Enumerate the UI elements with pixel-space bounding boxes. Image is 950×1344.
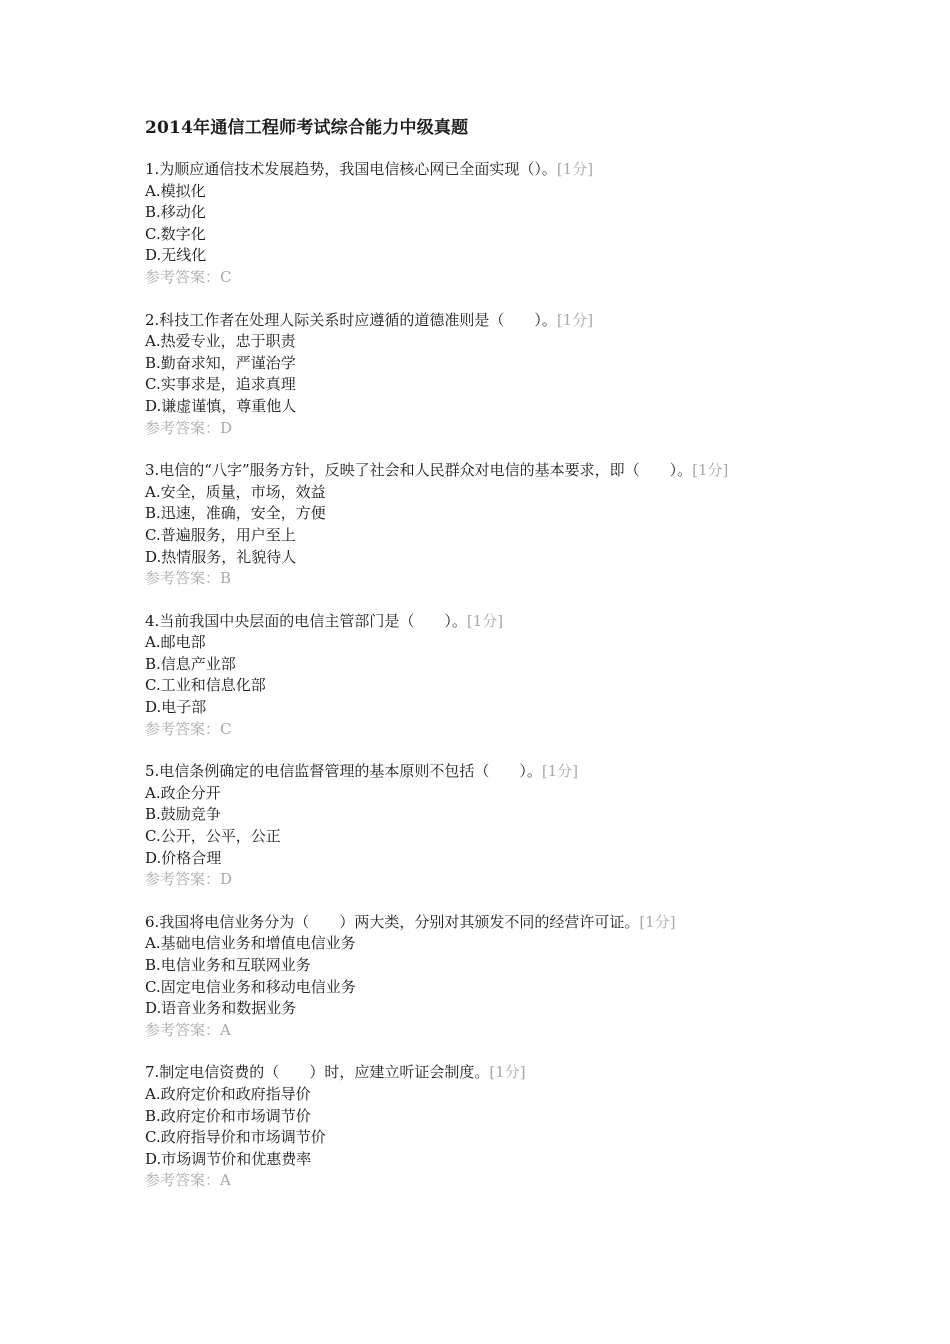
question-stem <box>145 912 805 934</box>
option-d: D.热情服务，礼貌待人 <box>145 547 297 566</box>
question-score: [1分] <box>541 762 579 781</box>
question-score: [1分] <box>639 912 676 931</box>
question-score: [1分] <box>692 461 729 480</box>
option-a: A.政府定价和政府指导价 <box>145 1084 311 1103</box>
question-stem <box>145 761 805 783</box>
option-d: D.电子部 <box>145 698 207 717</box>
option-b: B.政府定价和市场调节价 <box>145 1106 311 1125</box>
reference-answer: 参考答案：C <box>145 267 232 286</box>
option-d: D.语音业务和数据业务 <box>145 999 297 1018</box>
option-a: A.邮电部 <box>145 633 206 652</box>
question-5 <box>145 761 805 891</box>
question-4 <box>145 611 805 741</box>
document-page <box>145 117 805 1213</box>
option-a: A.热爱专业，忠于职责 <box>145 332 296 351</box>
question-6 <box>145 912 805 1042</box>
option-b: B.电信业务和互联网业务 <box>145 956 311 974</box>
question-score: [1分] <box>466 611 504 630</box>
option-c: C.固定电信业务和移动电信业务 <box>145 977 356 996</box>
question-text: 4.当前我国中央层面的电信主管部门是（ ）。 <box>145 611 467 630</box>
option-a: A.基础电信业务和增值电信业务 <box>145 934 356 953</box>
reference-answer: 参考答案：A <box>145 1171 231 1190</box>
question-text: 5.电信条例确定的电信监督管理的基本原则不包括（ ）。 <box>145 762 542 781</box>
question-stem <box>145 159 805 181</box>
question-text: 3.电信的“八字”服务方针，反映了社会和人民群众对电信的基本要求，即（ ）。 <box>145 461 693 480</box>
question-text: 6.我国将电信业务分为（ ）两大类，分别对其颁发不同的经营许可证。 <box>145 912 640 931</box>
option-b: B.移动化 <box>145 203 206 222</box>
question-7 <box>145 1062 805 1192</box>
question-text: 1.为顺应通信技术发展趋势，我国电信核心网已全面实现（）。 <box>145 160 557 178</box>
reference-answer: 参考答案：B <box>145 569 232 588</box>
option-d: D.无线化 <box>145 246 207 265</box>
question-text: 7.制定电信资费的（ ）时，应建立听证会制度。 <box>145 1063 490 1082</box>
option-d: D.市场调节价和优惠费率 <box>145 1149 312 1168</box>
reference-answer: 参考答案：A <box>145 1020 231 1039</box>
question-stem <box>145 310 805 332</box>
option-d: D.谦虚谨慎，尊重他人 <box>145 396 297 415</box>
question-text: 2.科技工作者在处理人际关系时应遵循的道德准则是（ ）。 <box>145 310 557 329</box>
option-c: C.工业和信息化部 <box>145 676 266 695</box>
option-c: C.公开，公平，公正 <box>145 827 281 846</box>
option-a: A.模拟化 <box>145 181 206 200</box>
option-a: A.安全，质量，市场，效益 <box>145 482 326 501</box>
option-b: B.鼓励竞争 <box>145 805 221 824</box>
question-stem <box>145 460 805 482</box>
option-c: C.数字化 <box>145 224 206 243</box>
question-stem <box>145 611 805 633</box>
option-b: B.信息产业部 <box>145 654 236 673</box>
option-c: C.普遍服务，用户至上 <box>145 525 296 544</box>
document-title: 2014年通信工程师考试综合能力中级真题 <box>145 118 469 138</box>
reference-answer: 参考答案：C <box>145 719 232 738</box>
question-stem <box>145 1062 805 1084</box>
option-a: A.政企分开 <box>145 783 221 802</box>
question-score: [1分] <box>556 310 594 329</box>
option-b: B.迅速，准确，安全，方便 <box>145 504 326 523</box>
question-score: [1分] <box>556 160 594 178</box>
reference-answer: 参考答案：D <box>145 418 233 437</box>
question-2 <box>145 310 805 440</box>
option-c: C.政府指导价和市场调节价 <box>145 1128 326 1147</box>
question-score: [1分] <box>489 1063 526 1082</box>
option-d: D.价格合理 <box>145 848 222 867</box>
option-c: C.实事求是，追求真理 <box>145 375 296 394</box>
question-3 <box>145 460 805 590</box>
question-1 <box>145 159 805 289</box>
option-b: B.勤奋求知，严谨治学 <box>145 353 296 372</box>
reference-answer: 参考答案：D <box>145 870 233 889</box>
